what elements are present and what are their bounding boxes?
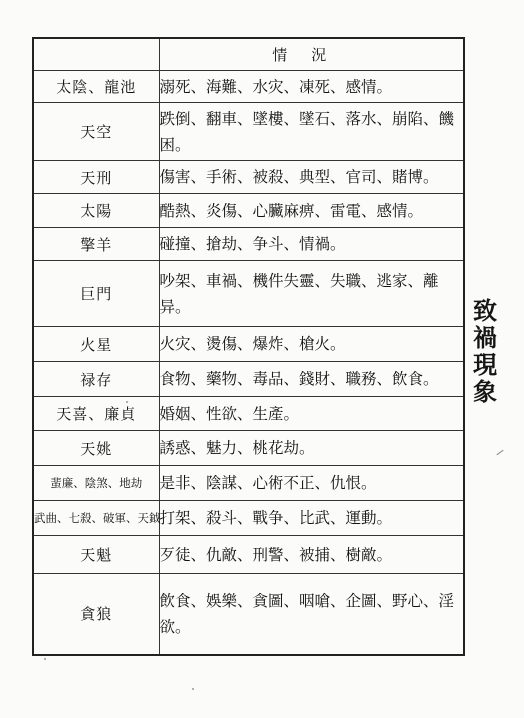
scan-speck [192,688,194,690]
situation-cell: 打架、殺斗、戰争、比武、運動。 [159,501,464,536]
table-row [33,397,464,431]
star-name-cell: 天刑 [33,161,159,194]
table-row [33,362,464,397]
disaster-phenomena-table [32,37,465,656]
scan-mark [496,450,503,455]
situation-cell: 碰撞、搶劫、争斗、情禍。 [159,228,464,261]
table-row [33,228,464,261]
situation-cell: 吵架、車禍、機件失靈、失職、逃家、離异。 [159,261,464,327]
table-row [33,431,464,466]
header-situation-column: 情況 [159,38,464,71]
star-name-cell: 武曲、七殺、破軍、天鉞 [33,501,159,536]
side-heading-char: 象 [473,378,497,406]
situation-cell: 火灾、燙傷、爆炸、槍火。 [159,327,464,362]
star-name-cell: 天喜、廉貞 [33,397,159,431]
table-row [33,261,464,327]
table-row [33,194,464,228]
table-row [33,466,464,501]
situation-cell: 是非、陰謀、心術不正、仇恨。 [159,466,464,501]
star-name-cell: 蜚廉、陰煞、地劫 [33,466,159,501]
table-row [33,574,464,655]
star-name-cell: 擎羊 [33,228,159,261]
situation-cell: 酷熱、炎傷、心臟麻痹、雷電、感情。 [159,194,464,228]
header-star-column [33,38,159,71]
table-row [33,536,464,574]
situation-cell: 飲食、娛樂、貪圖、咽嗆、企圖、野心、淫欲。 [159,574,464,655]
scan-speck [126,401,128,403]
star-name-cell: 天魁 [33,536,159,574]
table-row [33,327,464,362]
star-name-cell: 太陽 [33,194,159,228]
situation-cell: 誘惑、魅力、桃花劫。 [159,431,464,466]
side-heading [468,298,502,406]
star-name-cell: 貪狼 [33,574,159,655]
star-name-cell: 天姚 [33,431,159,466]
star-name-cell: 天空 [33,103,159,161]
star-name-cell: 火星 [33,327,159,362]
table-row [33,501,464,536]
star-name-cell: 太陰、龍池 [33,71,159,103]
scan-speck [44,658,46,660]
situation-cell: 傷害、手術、被殺、典型、官司、賭博。 [159,161,464,194]
table-row [33,103,464,161]
situation-cell: 跌倒、翻車、墜樓、墜石、落水、崩陷、饑困。 [159,103,464,161]
star-name-cell: 禄存 [33,362,159,397]
situation-cell: 溺死、海難、水灾、凍死、感情。 [159,71,464,103]
situation-cell: 歹徒、仇敵、刑警、被捕、樹敵。 [159,536,464,574]
situation-cell: 婚姻、性欲、生產。 [159,397,464,431]
star-name-cell: 巨門 [33,261,159,327]
table-header-row [33,38,464,71]
side-heading-char: 致 [473,297,497,325]
situation-cell: 食物、藥物、毒品、錢財、職務、飲食。 [159,362,464,397]
table-row [33,71,464,103]
table-row [33,161,464,194]
side-heading-char: 禍 [473,324,497,352]
side-heading-char: 現 [473,351,497,379]
